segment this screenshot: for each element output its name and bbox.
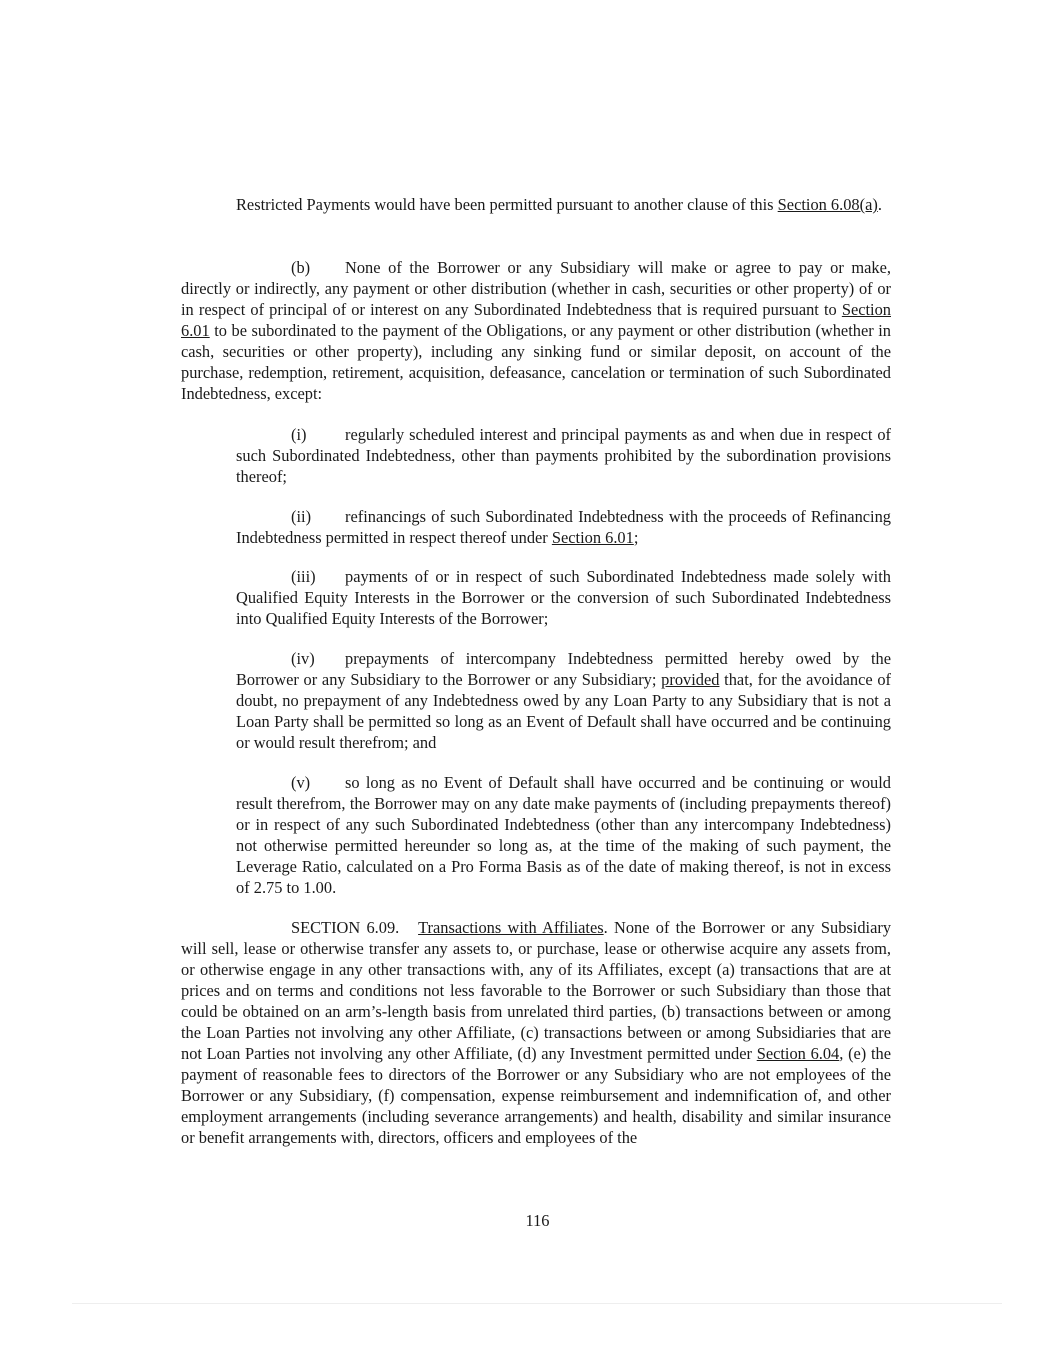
item-marker: (iii)	[291, 567, 316, 586]
item-iv-text-continued: that, for the avoidance of doubt, no prepayment of any Indebtedness owed by any Loan Party to any Subsidiary that is not a Loan Party shall be permitted so long as an Event of Default shall have occurred and be continuing or would result therefrom; and	[236, 670, 892, 752]
item-marker: (i)	[291, 425, 307, 444]
section-reference-link: Section 6.01	[181, 300, 891, 340]
section-609-paragraph	[181, 917, 891, 1148]
item-iii-paragraph	[236, 566, 891, 629]
item-iii-text: payments of or in respect of such Subordinated Indebtedness made solely with Qualified Equity Interests in the Borrower or the conversion of such Subordinated Indebtedness into Qualified Equity Interests of the Borrower;	[236, 567, 891, 628]
item-ii-paragraph	[236, 506, 891, 548]
page-number: 116	[525, 1211, 550, 1230]
item-marker: (iv)	[291, 649, 315, 668]
clause-b-paragraph	[181, 257, 891, 404]
continuation-text: Restricted Payments would have been permitted pursuant to another clause of this	[236, 195, 778, 214]
section-reference-link: Section 6.04	[756, 1044, 840, 1063]
item-ii-text: refinancings of such Subordinated Indebtedness with the proceeds of Refinancing Indebtedness permitted in respect thereof under	[236, 507, 891, 547]
section-title: Transactions with Affiliates	[418, 918, 604, 937]
item-iv-paragraph	[236, 648, 891, 753]
section-reference-link: Section 6.08(a)	[777, 195, 878, 214]
clause-b-text-continued: to be subordinated to the payment of the Obligations, or any payment or other distribution (whether in cash, securities or other property), including any sinking fund or similar deposit, on account of the purchase, redemption, retirement, acquisition, defeasance, cancelation or termination of such Subordinated Indebtedness, except:	[181, 321, 891, 403]
section-reference-link: Section 6.01	[551, 528, 634, 547]
item-marker: (ii)	[291, 507, 312, 526]
continuation-end: .	[877, 195, 882, 214]
clause-marker: (b)	[291, 258, 311, 277]
item-iv-text: prepayments of intercompany Indebtedness permitted hereby owed by the Borrower or any Subsidiary to the Borrower or any Subsidiary;	[236, 649, 891, 689]
provided-term: provided	[661, 670, 720, 689]
item-v-paragraph	[236, 772, 891, 898]
item-marker: (v)	[291, 773, 311, 792]
item-i-paragraph	[236, 424, 891, 487]
item-v-text: so long as no Event of Default shall have occurred and be continuing or would result therefrom, the Borrower may on any date make payments of (including prepayments thereof) or in respect of any such Subordinated Indebtedness (other than any intercompany Indebtedness) not otherwise permitted hereunder so long as, at the time of the making of such payment, the Leverage Ratio, calculated on a Pro Forma Basis as of the date of making thereof, is not in excess of 2.75 to 1.00.	[236, 773, 891, 897]
footer-divider	[72, 1303, 1002, 1304]
clause-b-text: None of the Borrower or any Subsidiary will make or agree to pay or make, directly or indirectly, any payment or other distribution (whether in cash, securities or other property) of or in respect of principal of or interest on any Subordinated Indebtedness that is required pursuant to	[181, 258, 891, 319]
item-ii-end: ;	[633, 528, 639, 547]
continuation-paragraph	[236, 194, 891, 215]
section-number: SECTION 6.09.	[291, 918, 400, 937]
section-609-text: . None of the Borrower or any Subsidiary will sell, lease or otherwise transfer any assets to, or purchase, lease or otherwise acquire any assets from, or otherwise engage in any other transactions with, any of its Affiliates, except (a) transactions that are at prices and on terms and conditions not less favorable to the Borrower or such Subsidiary than those that could be obtained on an arm’s-length basis from unrelated third parties, (b) transactions between or among the Loan Parties not involving any other Affiliate, (c) transactions between or among Subsidiaries that are not Loan Parties not involving any other Affiliate, (d) any Investment permitted under	[181, 918, 892, 1063]
item-i-text: regularly scheduled interest and principal payments as and when due in respect of such Subordinated Indebtedness, other than payments prohibited by the subordination provisions thereof;	[236, 425, 891, 486]
section-609-text-continued: , (e) the payment of reasonable fees to directors of the Borrower or any Subsidiary who are not employees of the Borrower or any Subsidiary, (f) compensation, expense reimbursement and indemnification of, and other employment arrangements (including severance arrangements) and health, disability and similar insurance or benefit arrangements with, directors, officers and employees of the	[181, 1044, 891, 1147]
